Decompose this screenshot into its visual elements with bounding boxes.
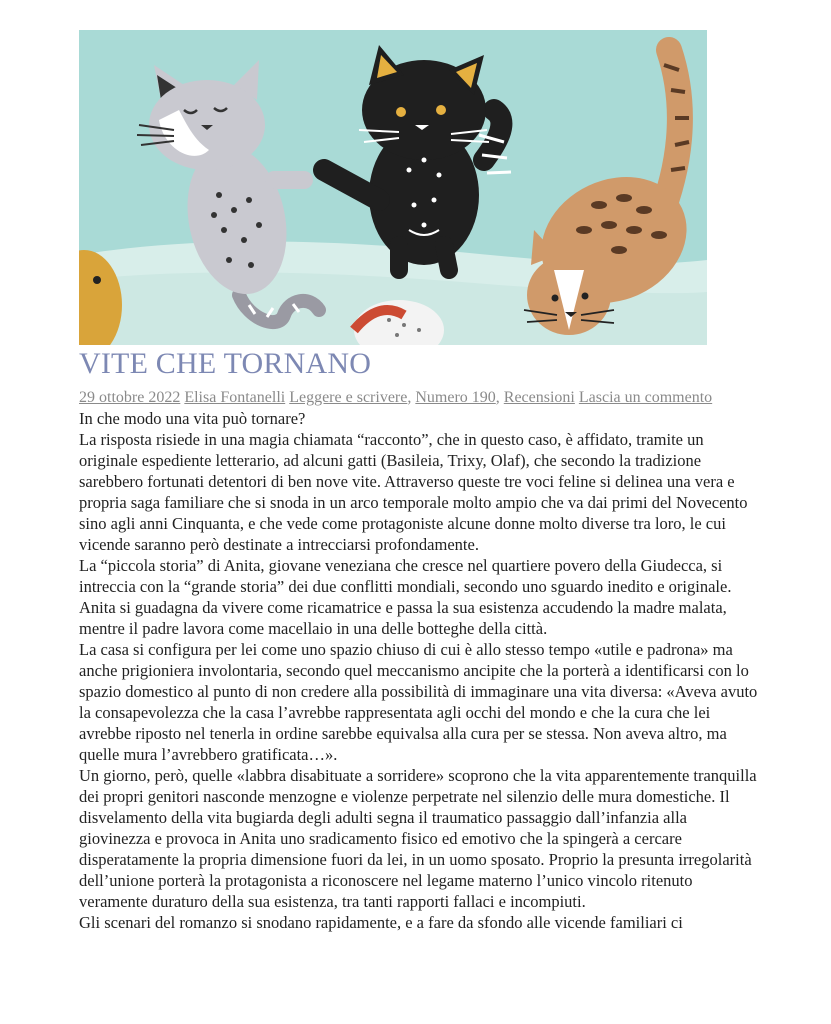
category-link[interactable]: Numero 190 (415, 389, 496, 406)
paragraph: In che modo una vita può tornare? (79, 409, 306, 428)
featured-image (79, 30, 707, 345)
article-body (79, 408, 759, 933)
category-link[interactable]: Leggere e scrivere (289, 389, 408, 406)
paragraph: La “piccola storia” di Anita, giovane veneziana che cresce nel quartiere povero della Giudecca, si intreccia con la “grande storia” dei due conflitti mondiali, secondo uno sguardo inedito e originale. Anita si guadagna da vivere come ricamatrice e passa la sua esistenza accudendo la madre malata, mentre il padre lavora come macellaio in una delle botteghe della città. (79, 556, 732, 638)
paragraph: La risposta risiede in una magia chiamata “racconto”, che in questo caso, è affidato, tramite un originale espediente letterario, ad alcuni gatti (Basileia, Trixy, Olaf), che secondo la tradizione sarebbero fortunati detentori di ben nove vite. Attraverso queste tre voci feline si delinea una vera e propria saga familiare che si snoda in un arco temporale molto ampio che va dai primi del Novecento sino agli anni Cinquanta, e che vede come protagoniste alcune donne molto diverse tra loro, le cui vicende saranno però destinate a intrecciarsi profondamente. (79, 430, 748, 554)
leave-comment-link[interactable]: Lascia un commento (578, 389, 713, 406)
paragraph: La casa si configura per lei come uno spazio chiuso di cui è allo stesso tempo «utile e padrona» ma anche prigioniera involontaria, secondo quel meccanismo ancipite che la porterà a identificarsi con lo spazio domestico al punto di non credere alla possibilità di immaginare una vita diversa: «Aveva avuto la consapevolezza che la casa l’avrebbe rappresentata agli occhi del mondo e che la cura che lei avrebbe riposto nel tenerla in ordine sarebbe equivalsa alla cura per se stessa. Non aveva altro, ma quelle mura l’avrebbero gratificata…». (79, 640, 758, 764)
author-link[interactable]: Elisa Fontanelli (184, 389, 286, 406)
article-title: VITE CHE TORNANO (79, 347, 372, 380)
post-date-link[interactable]: 29 ottobre 2022 (79, 389, 181, 406)
paragraph: Gli scenari del romanzo si snodano rapidamente, e a fare da sfondo alle vicende familiari ci (79, 913, 683, 932)
paragraph: Un giorno, però, quelle «labbra disabituate a sorridere» scoprono che la vita apparentemente tranquilla dei propri genitori nasconde menzogne e violenze perpetrate nel silenzio delle mura domestiche. Il disvelamento della vita bugiarda degli adulti segna il traumatico passaggio dall’infanzia alla giovinezza e provoca in Anita uno sradicamento fisico ed emotivo che la spingerà a cercare disperatamente la propria dimensione fuori da lei, in un uomo sposato. Proprio la presunta irregolarità dell’unione porterà la protagonista a riconoscere nel legame materno l’unico vincolo ritenuto veramente duraturo della sua esistenza, tra tanti rapporti fallaci e incompiuti. (79, 766, 757, 911)
category-link[interactable]: Recensioni (503, 389, 575, 406)
post-meta: 29 ottobre 2022 Elisa Fontanelli Leggere e scrivere, Numero 190, Recensioni Lascia un commento (79, 389, 713, 406)
